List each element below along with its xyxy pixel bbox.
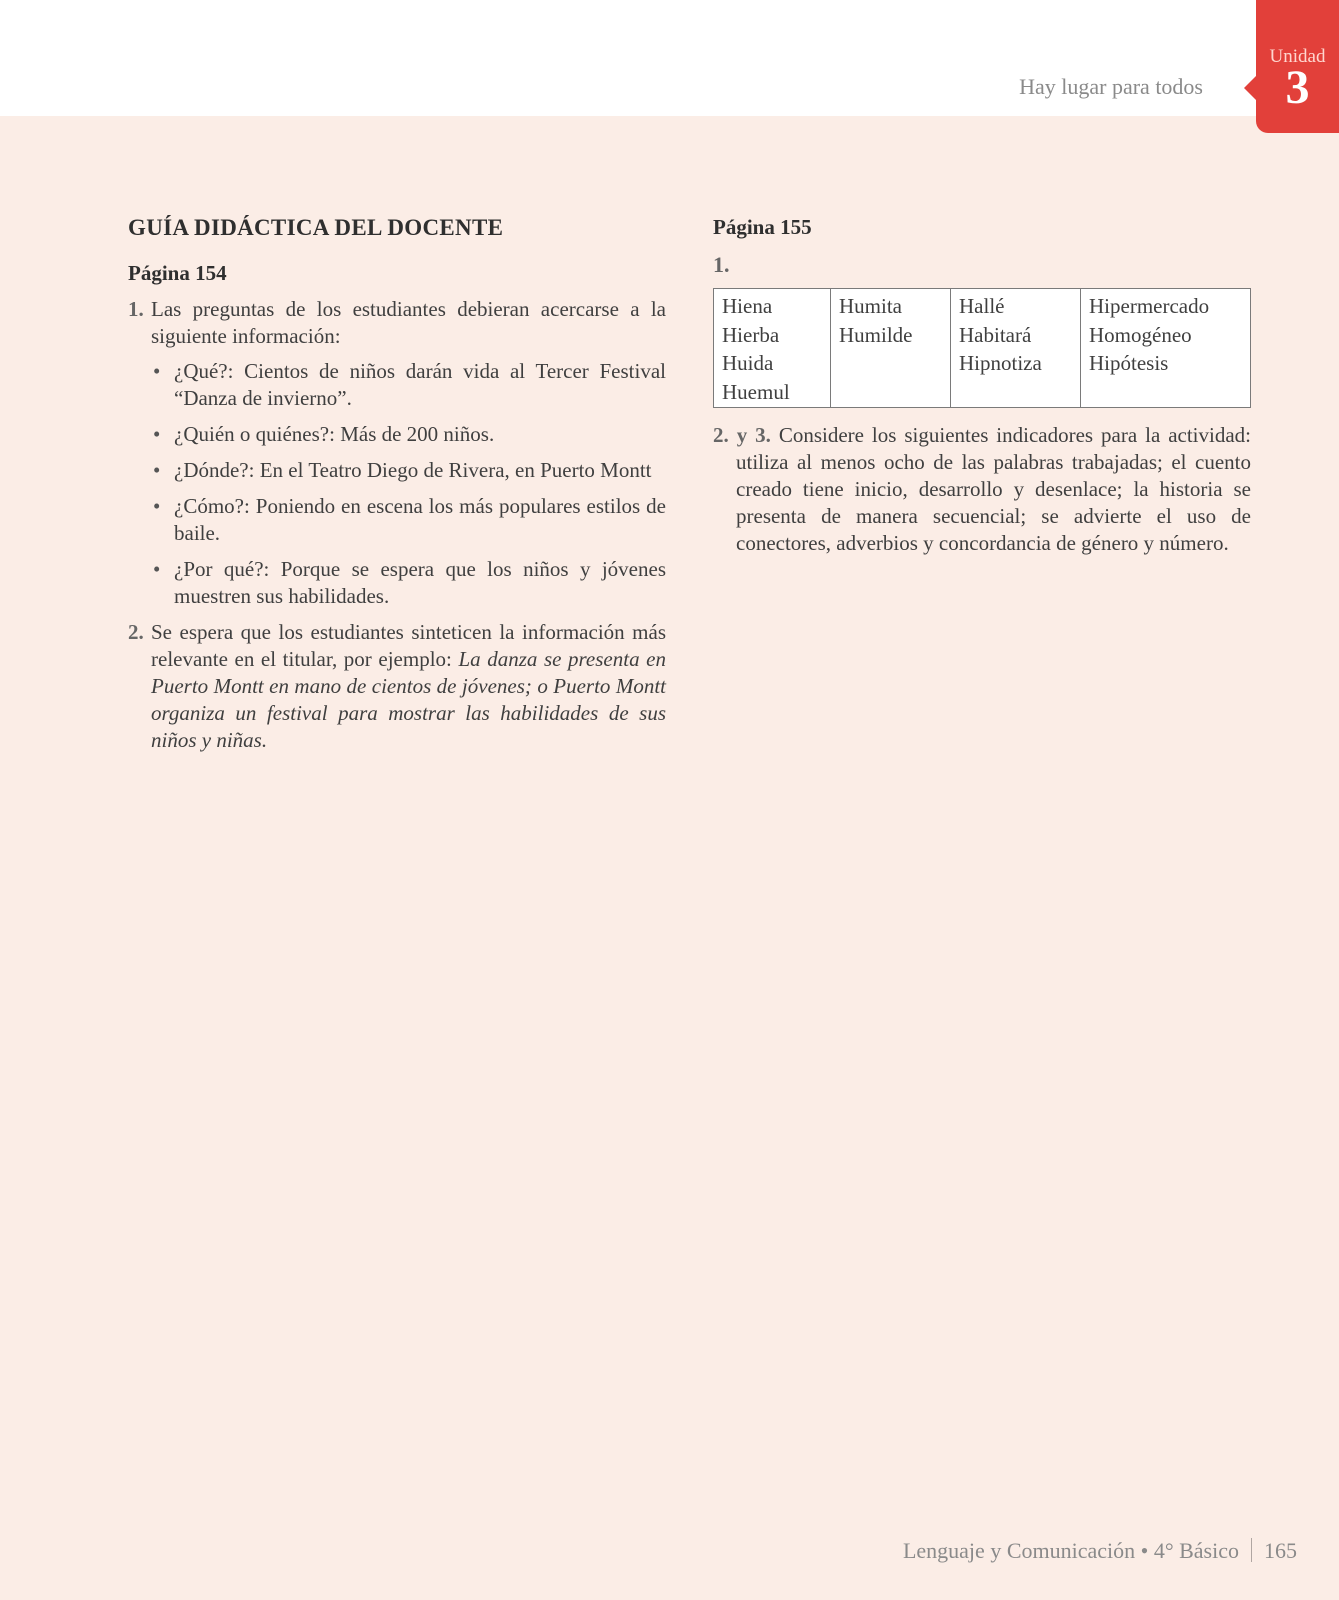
- word: Hallé: [959, 294, 1005, 318]
- word: Humilde: [839, 322, 913, 347]
- right-column: [713, 212, 1251, 566]
- word-table: [713, 288, 1251, 408]
- word: Habitará: [959, 322, 1032, 347]
- table-cell: [714, 289, 831, 408]
- answer-item-2: [128, 619, 666, 754]
- item-number: 2.: [128, 620, 144, 644]
- bullet-item: • ¿Dónde?: En el Teatro Diego de Rivera, en Puerto Montt: [151, 457, 666, 484]
- unit-tab: [1256, 0, 1339, 133]
- table-cell: [1081, 289, 1251, 408]
- answer-item-1: [128, 296, 666, 610]
- bullet-item: • ¿Por qué?: Porque se espera que los niños y jóvenes muestren sus habilidades.: [151, 556, 666, 610]
- word: Humita: [839, 294, 902, 318]
- example-text: La danza se presenta en Puerto Montt en mano de cientos de jóvenes; o Puerto Montt organiza un festival para mostrar las habilidades de sus niños y niñas.: [151, 647, 666, 752]
- section-title: GUÍA DIDÁCTICA DEL DOCENTE: [128, 215, 504, 240]
- item-text: Se espera que los estudiantes sinteticen la información más relevante en el titular, por ejemplo:: [151, 620, 666, 671]
- bullet-item: • ¿Qué?: Cientos de niños darán vida al Tercer Festival “Danza de invierno”.: [151, 358, 666, 412]
- footer-divider: [1251, 1538, 1252, 1562]
- unit-number: 3: [1285, 61, 1310, 114]
- page-number: 165: [1264, 1538, 1297, 1563]
- word: Hierba: [722, 322, 780, 347]
- table-row: [714, 289, 1251, 408]
- word: Hiena: [722, 294, 773, 318]
- word: Hipótesis: [1089, 351, 1169, 375]
- item-number: 2. y 3.: [713, 423, 771, 447]
- page-label-155: Página 155: [713, 215, 812, 239]
- page-label-154: Página 154: [128, 261, 227, 285]
- answer-item-2-3: [713, 422, 1251, 557]
- word: Hipnotiza: [959, 351, 1042, 375]
- item-text: Considere los siguientes indicadores para la actividad: utiliza al menos ocho de las palabras trabajadas; el cuento creado tiene inicio, desarrollo y desenlace; la historia se presenta de manera secuencial; se advierte el uso de conectores, adverbios y concordancia de género y número.: [736, 423, 1252, 555]
- bullet-item: • ¿Cómo?: Poniendo en escena los más populares estilos de baile.: [151, 493, 666, 547]
- bullet-list: [151, 358, 666, 610]
- item-text: Las preguntas de los estudiantes debieran acercarse a la siguiente información:: [151, 297, 666, 348]
- word: Homogéneo: [1089, 322, 1192, 347]
- book-title: Lenguaje y Comunicación • 4° Básico: [902, 1538, 1239, 1563]
- item-number: 1.: [713, 252, 730, 277]
- item-number: 1.: [128, 297, 144, 321]
- page-footer: [903, 1538, 1297, 1564]
- page-header: [0, 0, 1339, 116]
- header-title: Hay lugar para todos: [1019, 74, 1203, 99]
- unit-label: Unidad: [1269, 46, 1326, 67]
- left-column: [128, 212, 666, 763]
- table-cell: [951, 289, 1081, 408]
- word: Huemul: [722, 379, 790, 404]
- table-cell: [831, 289, 951, 408]
- word: Huida: [722, 351, 774, 375]
- bullet-item: • ¿Quién o quiénes?: Más de 200 niños.: [151, 421, 666, 448]
- word: Hipermercado: [1089, 294, 1210, 318]
